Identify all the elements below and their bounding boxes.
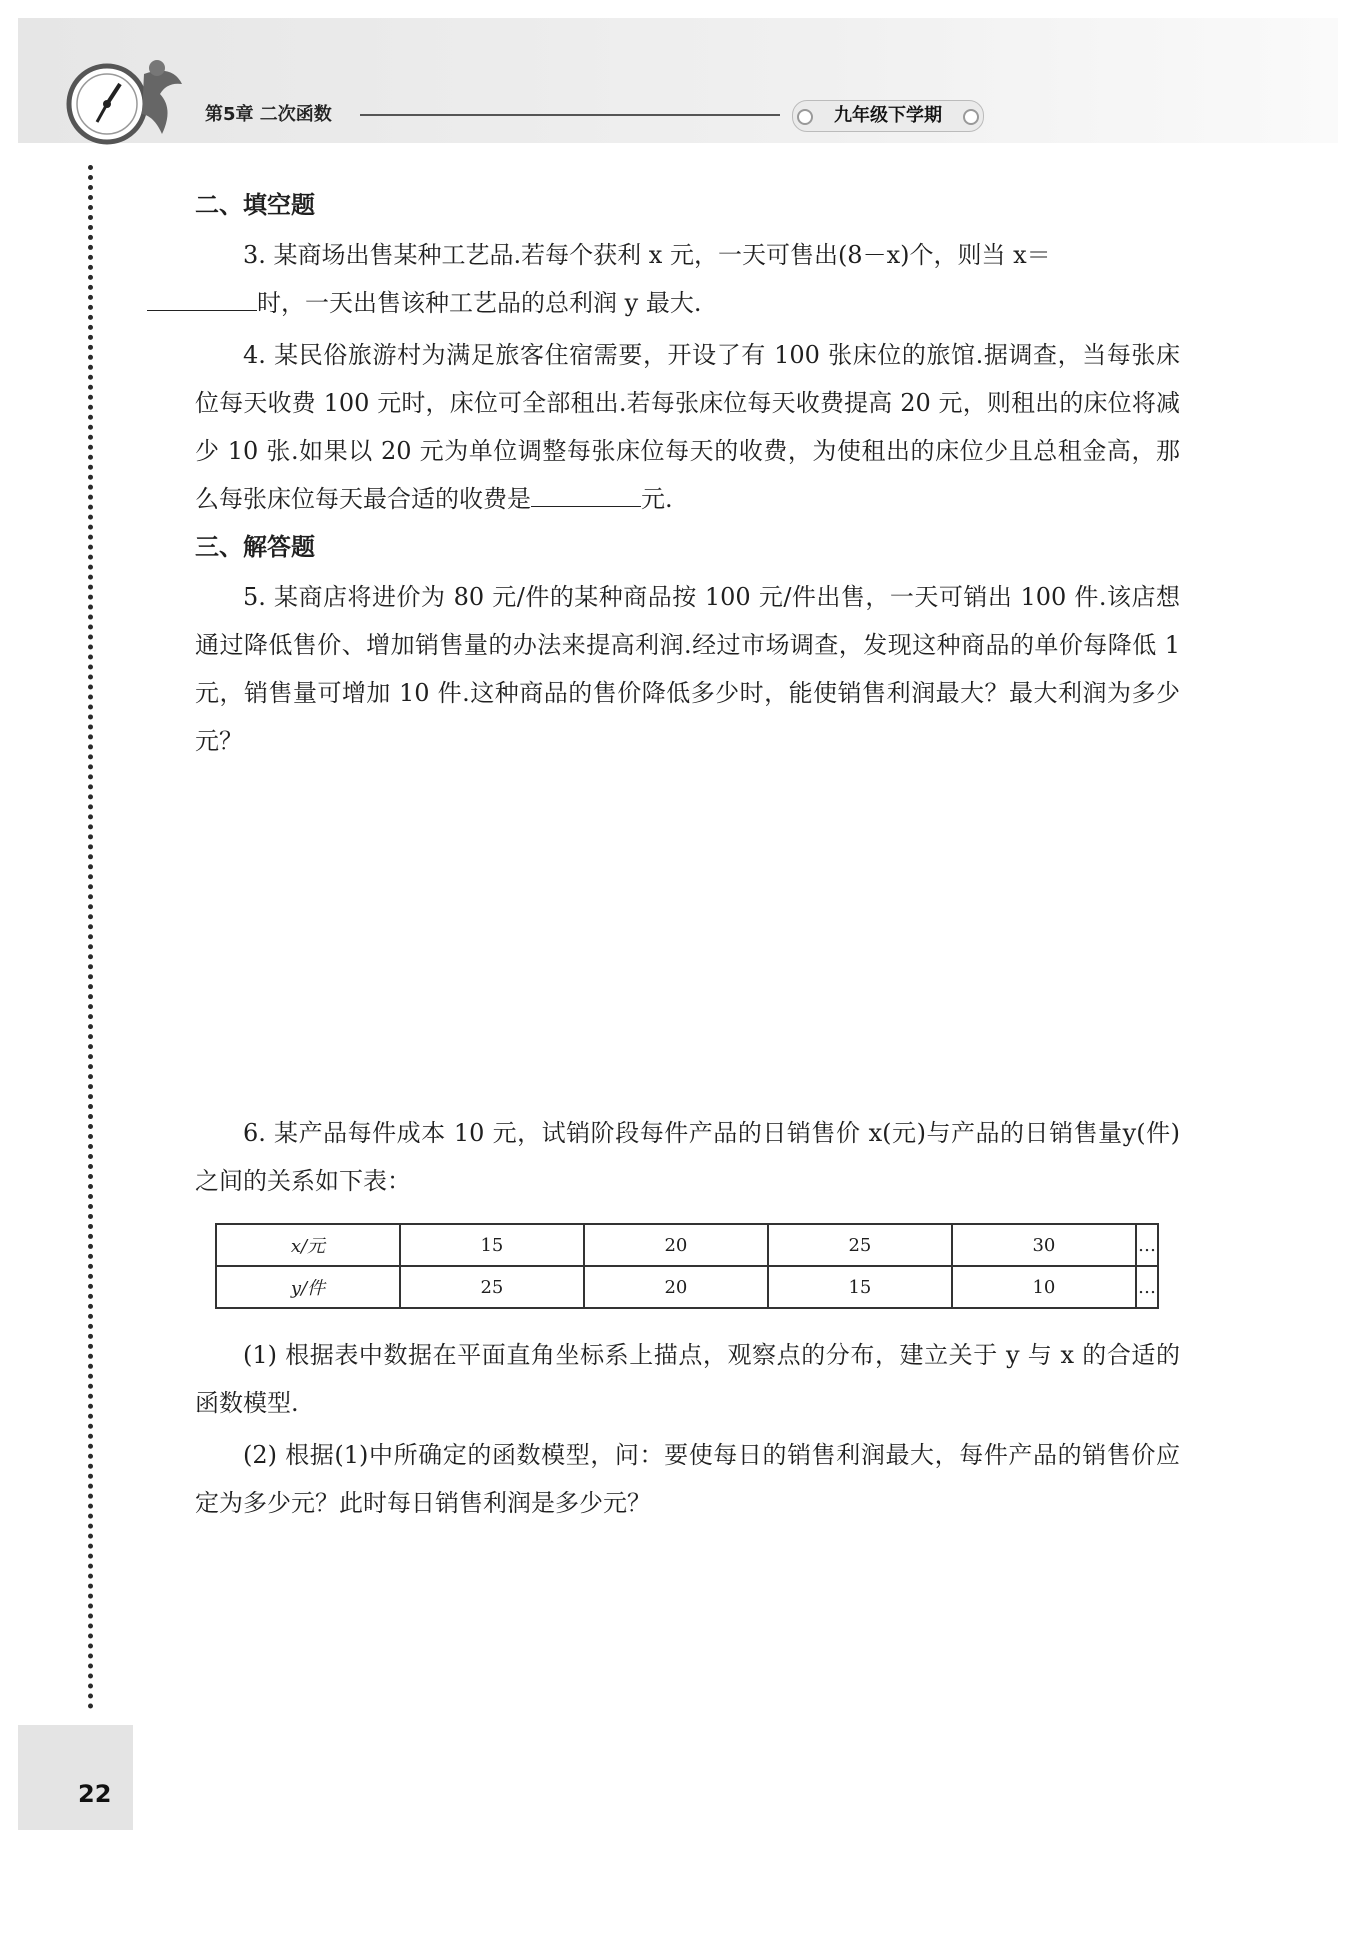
grade-badge: 九年级下学期 bbox=[792, 100, 984, 132]
section-solve-title: 三、解答题 bbox=[195, 533, 315, 561]
compass-clock-logo-icon bbox=[62, 54, 192, 154]
question-4-text-end: 元. bbox=[641, 485, 673, 513]
question-3 bbox=[195, 231, 1180, 327]
table-cell: 25 bbox=[400, 1266, 584, 1308]
page-number-box bbox=[18, 1725, 133, 1830]
table-row bbox=[216, 1224, 1158, 1266]
table-cell: 20 bbox=[584, 1224, 768, 1266]
answer-space bbox=[195, 769, 1180, 1109]
page-content bbox=[195, 185, 1180, 1531]
table-cell: y/件 bbox=[216, 1266, 400, 1308]
question-6-part-2: (2) 根据(1)中所确定的函数模型，问：要使每日的销售利润最大，每件产品的销售价应定为多少元？此时每日销售利润是多少元？ bbox=[195, 1441, 1180, 1517]
question-3-text-end: 时，一天出售该种工艺品的总利润 y 最大. bbox=[257, 289, 702, 317]
question-4-answer-blank[interactable] bbox=[531, 482, 641, 507]
question-3-text: 3. 某商场出售某种工艺品.若每个获利 x 元，一天可售出(8－x)个，则当 x＝ bbox=[243, 241, 1051, 269]
table-cell: … bbox=[1136, 1266, 1158, 1308]
chapter-title: 第5章 二次函数 bbox=[205, 104, 332, 125]
dotted-margin-line bbox=[88, 165, 93, 1710]
table-row bbox=[216, 1266, 1158, 1308]
table-cell: x/元 bbox=[216, 1224, 400, 1266]
table-cell: 25 bbox=[768, 1224, 952, 1266]
question-5: 5. 某商店将进价为 80 元/件的某种商品按 100 元/件出售，一天可销出 100 件.该店想通过降低售价、增加销售量的办法来提高利润.经过市场调查，发现这种商品的单价每降低 1 元，销售量可增加 10 件.这种商品的售价降低多少时，能使销售利润最大？最大利润为多少元？ bbox=[195, 583, 1180, 755]
table-cell: … bbox=[1136, 1224, 1158, 1266]
table-cell: 15 bbox=[768, 1266, 952, 1308]
header-rule bbox=[360, 114, 780, 116]
table-cell: 15 bbox=[400, 1224, 584, 1266]
question-6: 6. 某产品每件成本 10 元，试销阶段每件产品的日销售价 x(元)与产品的日销售量y(件)之间的关系如下表： bbox=[195, 1119, 1180, 1195]
question-4 bbox=[195, 331, 1180, 523]
table-cell: 20 bbox=[584, 1266, 768, 1308]
price-quantity-table bbox=[215, 1223, 1159, 1309]
section-fill-blank-title: 二、填空题 bbox=[195, 191, 315, 219]
table-cell: 10 bbox=[952, 1266, 1136, 1308]
table-cell: 30 bbox=[952, 1224, 1136, 1266]
question-6-part-1: (1) 根据表中数据在平面直角坐标系上描点，观察点的分布，建立关于 y 与 x 的合适的函数模型. bbox=[195, 1341, 1180, 1417]
page-number: 22 bbox=[78, 1780, 112, 1808]
question-3-answer-blank[interactable] bbox=[147, 286, 257, 311]
question-4-text: 4. 某民俗旅游村为满足旅客住宿需要，开设了有 100 张床位的旅馆.据调查，当每张床位每天收费 100 元时，床位可全部租出.若每张床位每天收费提高 20 元，则租出的床位将减少 10 张.如果以 20 元为单位调整每张床位每天的收费，为使租出的床位少且总租金高，那么每张床位每天最合适的收费是 bbox=[195, 341, 1180, 513]
